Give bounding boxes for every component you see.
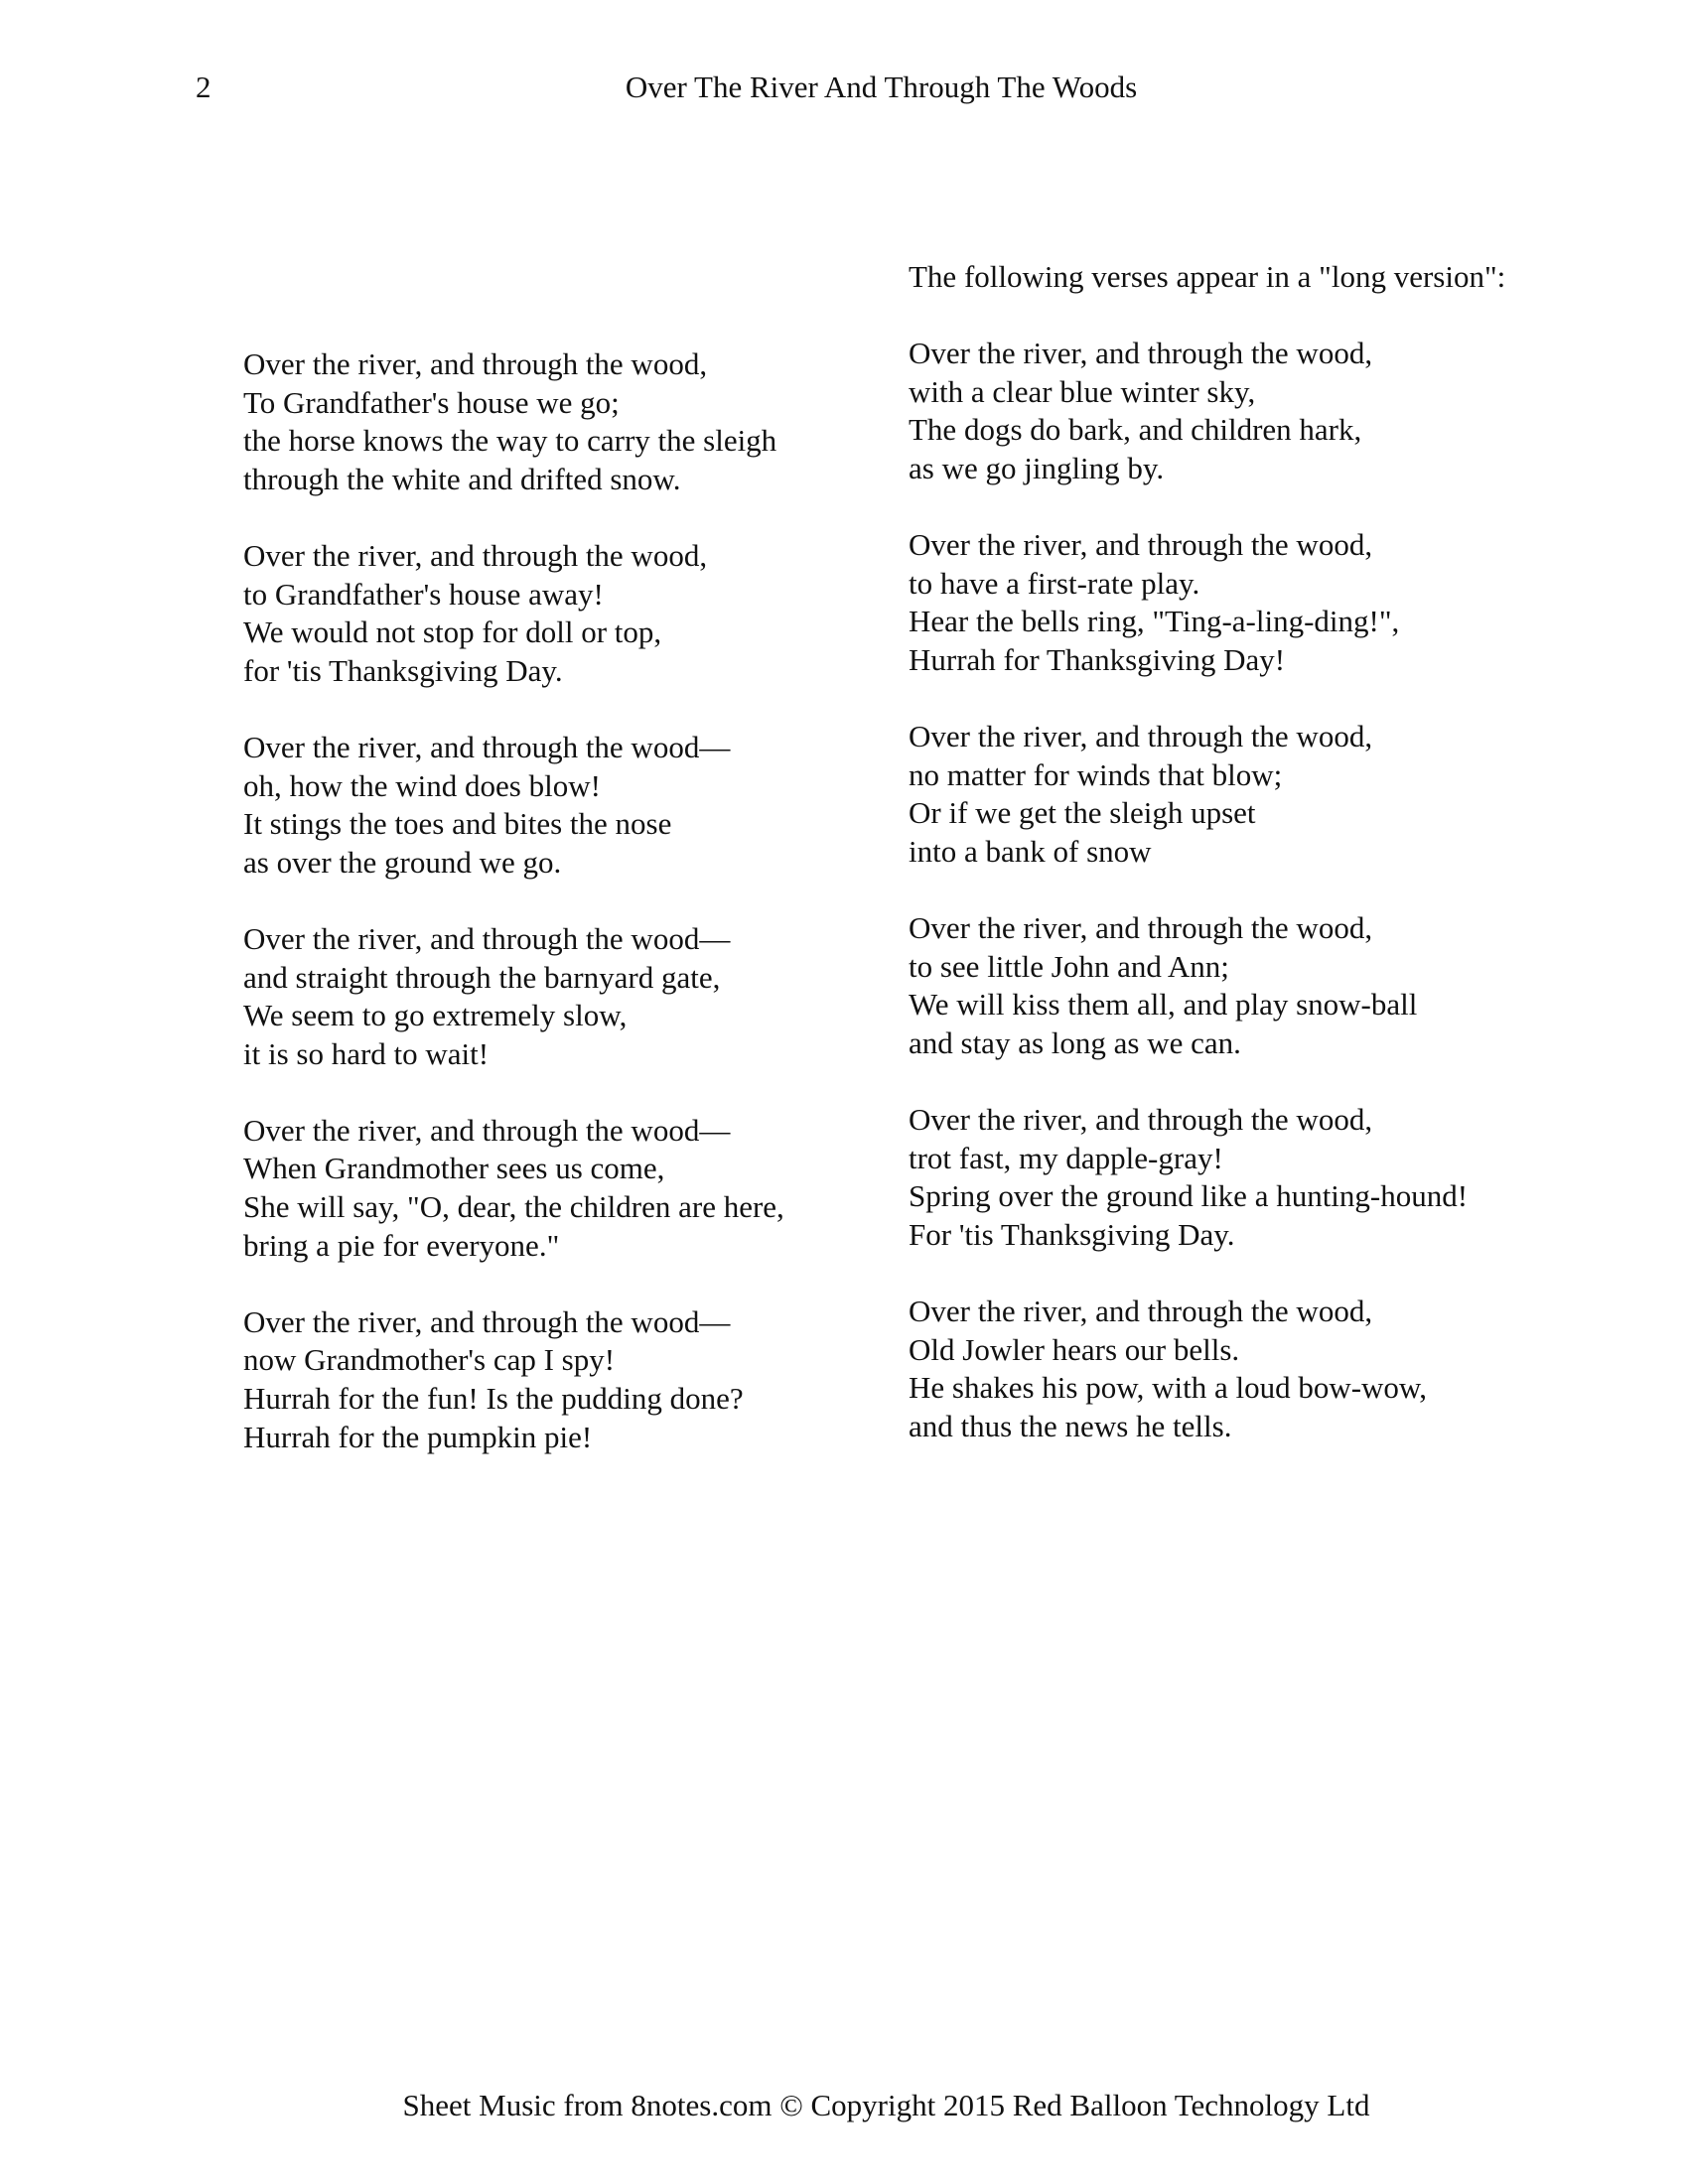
verse-line: Over the river, and through the wood, (909, 1294, 1373, 1329)
verse-line: it is so hard to wait! (243, 1035, 490, 1071)
verse-line: and stay as long as we can. (909, 1024, 1241, 1060)
verse-line: through the white and drifted snow. (243, 461, 681, 496)
verse-line: We would not stop for doll or top, (243, 614, 662, 650)
verse-line: To Grandfather's house we go; (243, 384, 620, 420)
footer-copyright: Sheet Music from 8notes.com © Copyright 2015 Red Balloon Technology Ltd (402, 2088, 1370, 2122)
verse-line: Hurrah for Thanksgiving Day! (909, 641, 1286, 677)
stanza (243, 345, 958, 498)
stanza (909, 909, 1623, 1062)
verse-line: Over the river, and through the wood, (909, 1102, 1373, 1138)
verse-line: Hurrah for the fun! Is the pudding done? (243, 1381, 744, 1417)
stanza (243, 920, 958, 1073)
verse-line: Old Jowler hears our bells. (909, 1331, 1240, 1367)
page-number: 2 (196, 69, 211, 104)
verse-line: Over the river, and through the wood, (909, 336, 1373, 371)
stanza (909, 718, 1623, 871)
verse-line: The dogs do bark, and children hark, (909, 412, 1362, 448)
verse-line: now Grandmother's cap I spy! (243, 1342, 616, 1378)
verse-line: Over the river, and through the wood, (243, 537, 708, 573)
page-title: Over The River And Through The Woods (625, 69, 1138, 104)
verse-line: into a bank of snow (909, 833, 1152, 869)
stanza (909, 335, 1623, 487)
stanza (243, 1112, 958, 1265)
verse-line: Over the river, and through the wood, (243, 346, 708, 381)
verse-line: as over the ground we go. (243, 844, 562, 880)
verse-line: She will say, "O, dear, the children are here, (243, 1189, 784, 1225)
verse-line: and straight through the barnyard gate, (243, 959, 721, 995)
verse-line: Over the river, and through the wood— (243, 1112, 731, 1148)
verse-line: Hurrah for the pumpkin pie! (243, 1419, 593, 1454)
verse-line: and thus the news he tells. (909, 1408, 1232, 1443)
stanza (909, 1293, 1623, 1445)
verse-line: Over the river, and through the wood, (909, 910, 1373, 946)
verse-line: to have a first-rate play. (909, 565, 1200, 601)
verse-line: We will kiss them all, and play snow-ball (909, 987, 1418, 1023)
long-version-intro: The following verses appear in a "long version": (909, 259, 1506, 294)
verse-line: oh, how the wind does blow! (243, 767, 601, 803)
left-column (243, 345, 958, 1495)
stanza (909, 526, 1623, 679)
verse-line: Over the river, and through the wood— (243, 920, 731, 956)
verse-line: Hear the bells ring, "Ting-a-ling-ding!", (909, 604, 1400, 639)
verse-line: When Grandmother sees us come, (243, 1151, 665, 1186)
verse-line: trot fast, my dapple-gray! (909, 1140, 1223, 1175)
verse-line: Or if we get the sleigh upset (909, 795, 1256, 831)
verse-line: bring a pie for everyone." (243, 1227, 560, 1263)
verse-line: with a clear blue winter sky, (909, 373, 1256, 409)
verse-line: Spring over the ground like a hunting-hound! (909, 1178, 1469, 1214)
verse-line: He shakes his pow, with a loud bow-wow, (909, 1370, 1428, 1406)
right-column (909, 258, 1623, 1484)
stanza (243, 537, 958, 690)
verse-line: no matter for winds that blow; (909, 756, 1283, 792)
verse-line: the horse knows the way to carry the sleigh (243, 423, 777, 459)
verse-line: Over the river, and through the wood— (243, 1303, 731, 1339)
verse-line: We seem to go extremely slow, (243, 998, 628, 1033)
verse-line: as we go jingling by. (909, 450, 1165, 485)
verse-line: to Grandfather's house away! (243, 576, 604, 612)
verse-line: for 'tis Thanksgiving Day. (243, 652, 563, 688)
verse-line: For 'tis Thanksgiving Day. (909, 1216, 1235, 1252)
stanza (243, 1303, 958, 1456)
stanza (909, 1101, 1623, 1254)
verse-line: It stings the toes and bites the nose (243, 806, 672, 842)
verse-line: Over the river, and through the wood, (909, 719, 1373, 754)
verse-line: Over the river, and through the wood— (243, 729, 731, 764)
stanza (243, 729, 958, 882)
verse-line: to see little John and Ann; (909, 948, 1229, 984)
verse-line: Over the river, and through the wood, (909, 527, 1373, 563)
